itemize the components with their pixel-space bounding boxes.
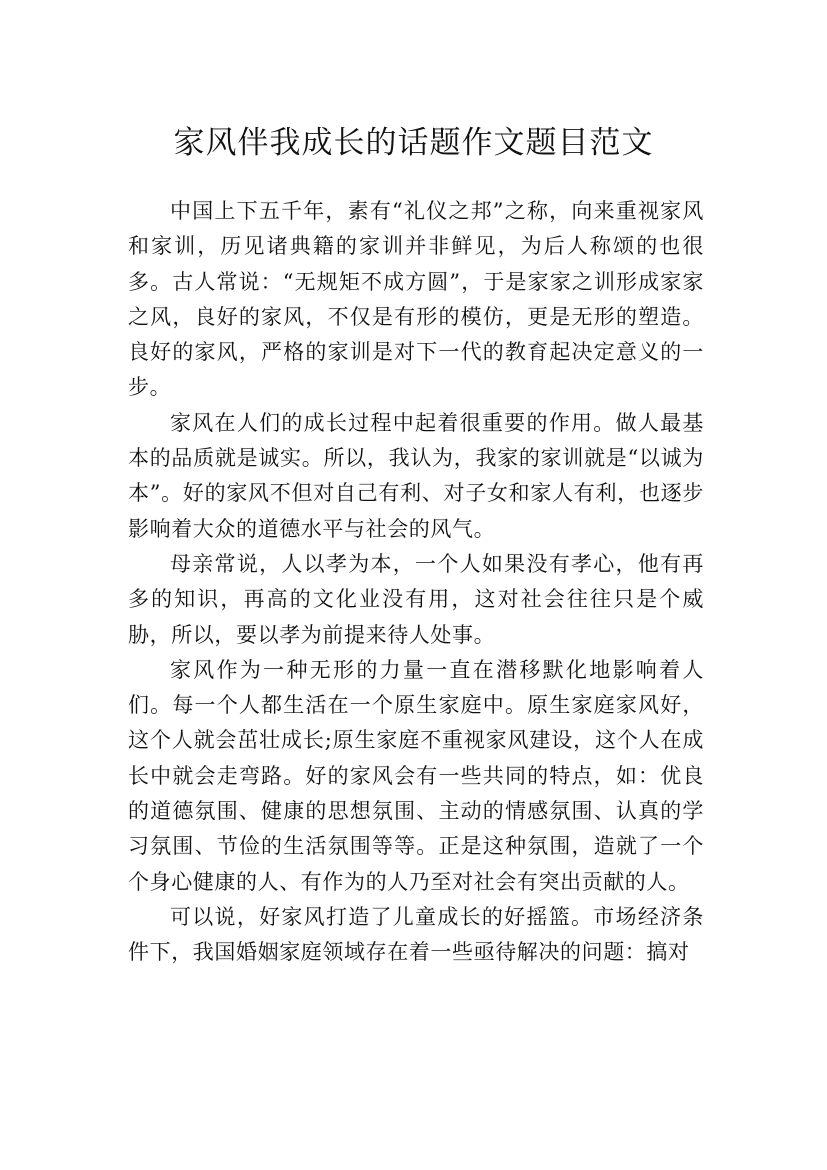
paragraph-3: 母亲常说，人以孝为本，一个人如果没有孝心，他有再多的知识，再高的文化业没有用，这对社会往往只是个威胁，所以，要以孝为前提来待人处事。: [128, 551, 704, 647]
paragraph-2: 家风在人们的成长过程中起着很重要的作用。做人最基本的品质就是诚实。所以，我认为，我家的家训就是“以诚为本”。好的家风不但对自己有利、对子女和家人有利，也逐步影响着大众的道德水平与社会的风气。: [128, 410, 704, 541]
paragraph-4: 家风作为一种无形的力量一直在潜移默化地影响着人们。每一个人都生活在一个原生家庭中。原生家庭家风好，这个人就会茁壮成长;原生家庭不重视家风建设，这个人在成长中就会走弯路。好的家风会有一些共同的特点，如：优良的道德氛围、健康的思想氛围、主动的情感氛围、认真的学习氛围、节俭的生活氛围等等。正是这种氛围，造就了一个个身心健康的人、有作为的人乃至对社会有突出贡献的人。: [128, 657, 704, 894]
paragraph-1: 中国上下五千年，素有“礼仪之邦”之称，向来重视家风和家训，历见诸典籍的家训并非鲜见，为后人称颂的也很多。古人常说：“无规矩不成方圆”，于是家家之训形成家家之风，良好的家风，不仅是有形的模仿，更是无形的塑造。良好的家风，严格的家训是对下一代的教育起决定意义的一步。: [128, 199, 704, 400]
document-body: [128, 194, 704, 971]
paragraph-5: 可以说，好家风打造了儿童成长的好摇篮。市场经济条件下，我国婚姻家庭领域存在着一些亟待解决的问题：搞对: [128, 904, 704, 965]
document-title: 家风伴我成长的话题作文题目范文: [173, 124, 654, 161]
